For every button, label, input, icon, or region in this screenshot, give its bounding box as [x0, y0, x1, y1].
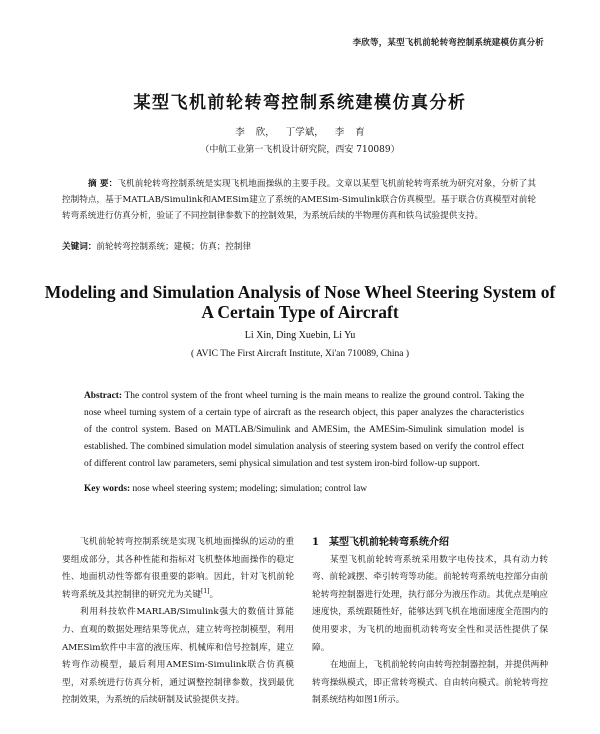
citation-ref: [1] — [201, 587, 210, 595]
chinese-keywords — [62, 240, 536, 252]
body-paragraph: 在地面上，飞机前轮转向由转弯控制器控制，并提供两种转弯操纵模式，即正常转弯模式、自由转向模式。前轮转弯控制系统结构如图1所示。 — [312, 660, 548, 706]
body-paragraph: 某型飞机前轮转弯系统采用数字电传技术，具有动力转弯、前轮减摆、牵引转弯等功能。前轮转弯系统电控部分由前轮转弯控制器进行处理，执行部分为液压作动。其优点是响应速度快，系统跟随性好，能够达到飞机在地面速度全范围内的使用要求，为飞机的地面机动转弯安全性和灵活性提供了保障。 — [312, 554, 548, 653]
english-title: Modeling and Simulation Analysis of Nose Wheel Steering System of A Certain Type of Aircraft — [44, 282, 556, 322]
english-abstract-text: The control system of the front wheel turning is the main means to realize the ground control. Taking the nose wheel turning system of a certain type of aircraft as the research object, this paper analyzes the characteristics of the control system. Based on MATLAB/Simulink and AMESim, the AMESim-Simulink simulation model is established. The combined simulation model simulation analysis of steering system based on verify the control effect of different control law parameters, semi physical simulation and test system iron-bird follow-up support. — [84, 391, 524, 469]
running-header: 李欣等，某型飞机前轮转弯控制系统建模仿真分析 — [352, 38, 544, 48]
body-left-column — [62, 534, 294, 710]
body-paragraph-end: 。 — [209, 589, 219, 600]
body-paragraph: 利用科技软件MARLAB/Simulink强大的数值计算能力、直观的数据处理结果等优点，建立转弯控制模型，利用AMESim软件中丰富的液压库、机械库和信号控制库，建立转弯作动模型，最后利用AMESim-Simulink联合仿真模型，对系统进行仿真分析，通过调整控制律参数，找到最优控制效果，为系统的后续研制及试验提供支持。 — [62, 607, 294, 706]
chinese-keywords-text: 前轮转弯控制系统；建模；仿真；控制律 — [96, 242, 252, 252]
body-paragraph-text: 飞机前轮转弯控制系统是实现飞机地面操纵的运动的重要组成部分，其各种性能和指标对飞机整体地面操作的稳定性、地面机动性等都有很重要的影响。因此，针对飞机前轮转弯系统及其控制律的研究尤为关键 — [62, 537, 294, 600]
english-abstract-label: Abstract: — [84, 391, 123, 401]
body-right-column — [312, 534, 548, 710]
chinese-affiliation: （中航工业第一飞机设计研究院，西安 710089） — [200, 145, 400, 155]
chinese-authors: 李 欣， 丁学斌， 李 育 — [235, 127, 365, 138]
english-authors: Li Xin, Ding Xuebin, Li Yu — [244, 330, 356, 341]
english-keywords-text: nose wheel steering system; modeling; simulation; control law — [132, 484, 368, 494]
body-paragraph — [62, 534, 294, 604]
english-keywords-label: Key words: — [84, 484, 131, 494]
section-number: 1 — [312, 537, 319, 548]
section-heading — [312, 534, 548, 552]
english-keywords — [84, 484, 524, 494]
chinese-keywords-label: 关键词： — [62, 242, 97, 252]
chinese-abstract — [62, 176, 536, 225]
chinese-abstract-label: 摘 要： — [88, 179, 118, 189]
section-title: 某型飞机前轮转弯系统介绍 — [328, 537, 449, 548]
english-affiliation: ( AVIC The First Aircraft Institute, Xi'an 710089, China ) — [191, 349, 409, 359]
chinese-title: 某型飞机前轮转弯控制系统建模仿真分析 — [133, 93, 467, 113]
english-abstract — [84, 388, 524, 473]
chinese-abstract-text: 飞机前轮转弯控制系统是实现飞机地面操纵的主要手段。文章以某型飞机前轮转弯系统为研究对象，分析了其控制特点，基于MATLAB/Simulink和AMESim建立了系统的AMESim-Simulink联合仿真模型。基于联合仿真模型对前轮转弯系统进行仿真分析，验证了不同控制律参数下的控制效果，为系统后续的半物理仿真和铁鸟试验提供支持。 — [62, 179, 536, 222]
